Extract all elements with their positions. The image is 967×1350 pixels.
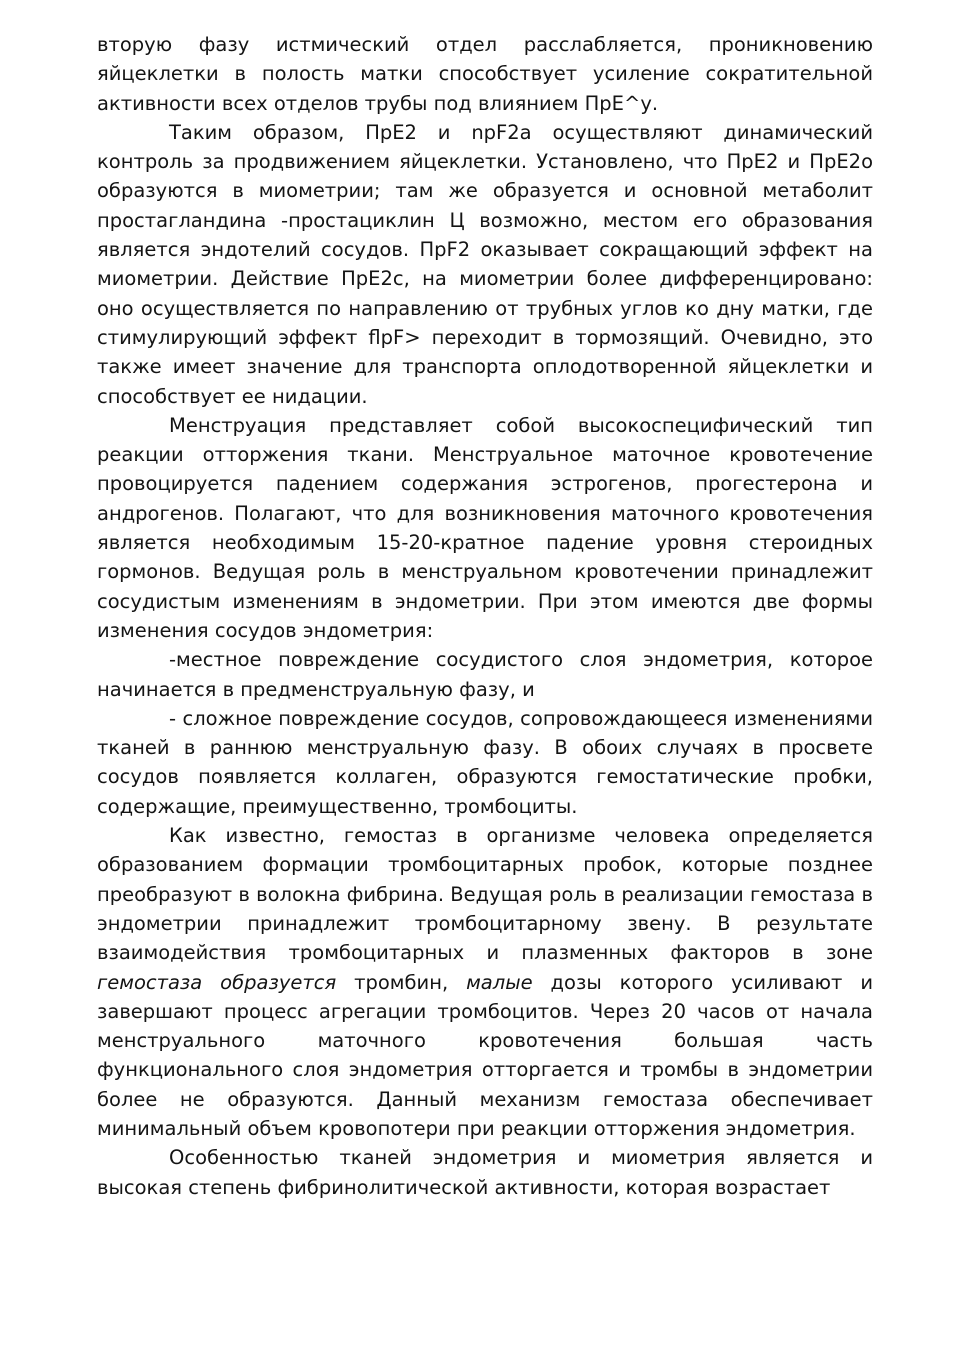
- italic-phrase-1: гемостаза образуется: [97, 970, 337, 994]
- paragraph-1: вторую фазу истмический отдел расслабляется, проникновению яйцеклетки в полость матки способствует усиление сократительной активности всех отделов трубы под влиянием ПрЕ^у.: [97, 33, 873, 115]
- paragraph-4-text-end: дозы которого усиливают и завершают процесс агрегации тромбоцитов. Через 20 часов от начала менструального маточного кровотечения большая часть функционального слоя эндометрия отторгается и тромбы в эндометрии более не образуются. Данный механизм гемостаза обеспечивает минимальный объем кровопотери при реакции отторжения эндометрия.: [97, 970, 873, 1140]
- paragraph-4-text-start: Как известно, гемостаз в организме человека определяется образованием формации тромбоцитарных пробок, которые позднее преобразуют в волокна фибрина. Ведущая роль в реализации гемостаза в эндометрии принадлежит тромбоцитарному звену. В результате взаимодействия тромбоцитарных и плазменных факторов в зоне: [97, 824, 873, 965]
- paragraph-4-text-middle: тромбин,: [336, 970, 467, 994]
- list-item-complex-damage: - сложное повреждение сосудов, сопровождающееся изменениями тканей в раннюю менструальную фазу. В обоих случаях в просвете сосудов появляется коллаген, образуются гемостатические пробки, содержащие, преимущественно, тромбоциты.: [97, 706, 873, 818]
- document-page: [97, 30, 873, 1202]
- italic-phrase-2: малые: [466, 970, 533, 994]
- paragraph-2: Таким образом, ПрЕ2 и npF2a осуществляют динамический контроль за продвижением яйцеклетки. Установлено, что ПрЕ2 и ПрЕ2о образуются в миометрии; там же образуется и основной метаболит простагландина -простациклин Ц возможно, местом его образования является эндотелий сосудов. ПрF2 оказывает сокращающий эффект на миометрии. Действие ПрЕ2с, на миометрии более дифференцировано: оно осуществляется по направлению от трубных углов ко дну матки, где стимулирующий эффект flpF> переходит в тормозящий. Очевидно, это также имеет значение для транспорта оплодотворенной яйцеклетки и способствует ее нидации.: [97, 120, 873, 408]
- paragraph-3: Менструация представляет собой высокоспецифический тип реакции отторжения ткани. Менструальное маточное кровотечение провоцируется падением содержания эстрогенов, прогестерона и андрогенов. Полагают, что для возникновения маточного кровотечения является необходимым 15-20-кратное падение уровня стероидных гормонов. Ведущая роль в менструальном кровотечении принадлежит сосудистым изменениям в эндометрии. При этом имеются две формы изменения сосудов эндометрия:: [97, 413, 873, 642]
- paragraph-4: [97, 821, 873, 1143]
- list-item-local-damage: -местное повреждение сосудистого слоя эндометрия, которое начинается в предменструальную фазу, и: [97, 648, 873, 701]
- paragraph-5: Особенностью тканей эндометрия и миометрия является и высокая степень фибринолитической активности, которая возрастает: [97, 1146, 873, 1199]
